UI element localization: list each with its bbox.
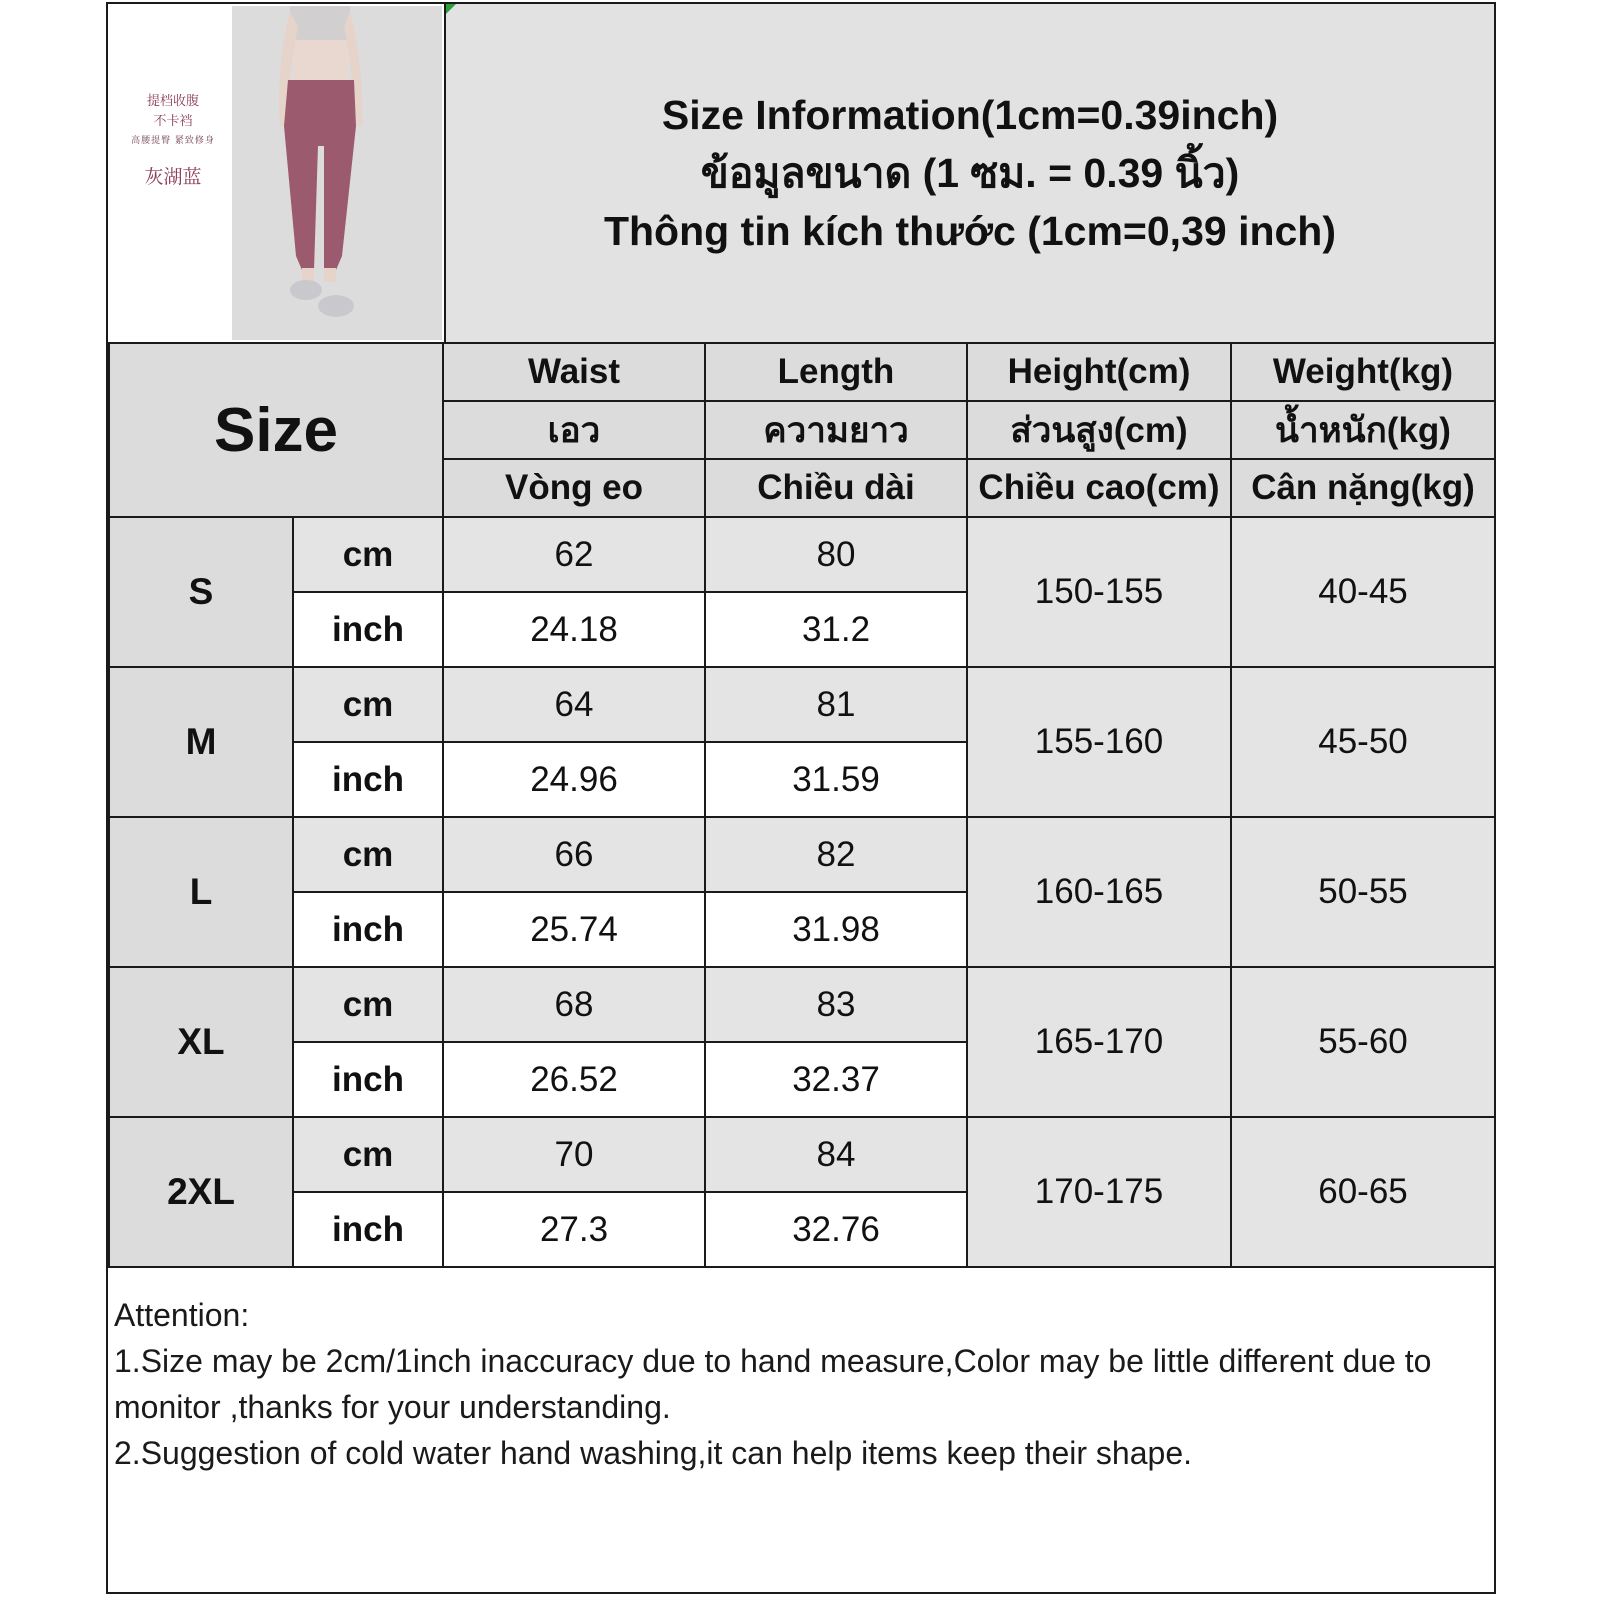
left-shoe bbox=[290, 280, 322, 300]
height-cell: 170-175 bbox=[967, 1117, 1231, 1267]
weight-cell: 50-55 bbox=[1231, 817, 1495, 967]
midriff bbox=[294, 40, 348, 80]
col-header-waist-en: Waist bbox=[443, 343, 705, 401]
unit-label: cm bbox=[293, 517, 443, 592]
corner-mark bbox=[446, 4, 456, 14]
weight-cell: 60-65 bbox=[1231, 1117, 1495, 1267]
length-cm-cell: 80 bbox=[705, 517, 967, 592]
table-row bbox=[109, 817, 1495, 892]
length-cm-cell: 82 bbox=[705, 817, 967, 892]
waist-inch-cell: 24.18 bbox=[443, 592, 705, 667]
table-row bbox=[109, 667, 1495, 742]
title-thai: ข้อมูลขนาด (1 ซม. = 0.39 นิ้ว) bbox=[700, 150, 1240, 196]
waist-cm-cell: 70 bbox=[443, 1117, 705, 1192]
weight-cell: 45-50 bbox=[1231, 667, 1495, 817]
col-header-length-en: Length bbox=[705, 343, 967, 401]
unit-label: inch bbox=[293, 742, 443, 817]
waist-cm-cell: 66 bbox=[443, 817, 705, 892]
length-inch-cell: 32.37 bbox=[705, 1042, 967, 1117]
col-header-weight-vi: Cân nặng(kg) bbox=[1231, 459, 1495, 517]
waist-cm-cell: 68 bbox=[443, 967, 705, 1042]
unit-label: cm bbox=[293, 817, 443, 892]
caption-line: 高腰提臀 紧致修身 bbox=[131, 136, 215, 146]
left-ankle bbox=[302, 268, 314, 282]
unit-label: inch bbox=[293, 1192, 443, 1267]
size-label: 2XL bbox=[109, 1117, 293, 1267]
attention-notes bbox=[114, 1292, 1494, 1476]
col-header-length-vi: Chiều dài bbox=[705, 459, 967, 517]
size-chart-header bbox=[108, 4, 1494, 344]
col-header-length-th: ความยาว bbox=[705, 401, 967, 459]
caption-line: 不卡裆 bbox=[153, 114, 193, 129]
weight-cell: 40-45 bbox=[1231, 517, 1495, 667]
length-inch-cell: 31.59 bbox=[705, 742, 967, 817]
table-row bbox=[109, 517, 1495, 592]
title-english: Size Information(1cm=0.39inch) bbox=[661, 92, 1279, 138]
waist-cm-cell: 64 bbox=[443, 667, 705, 742]
leggings bbox=[284, 80, 356, 270]
size-header: Size bbox=[109, 343, 443, 517]
height-cell: 150-155 bbox=[967, 517, 1231, 667]
waist-inch-cell: 24.96 bbox=[443, 742, 705, 817]
crop-top bbox=[290, 6, 350, 40]
color-name: 灰湖蓝 bbox=[144, 166, 202, 188]
photo-caption bbox=[128, 92, 218, 194]
unit-label: inch bbox=[293, 892, 443, 967]
size-table bbox=[108, 342, 1496, 1268]
waist-inch-cell: 26.52 bbox=[443, 1042, 705, 1117]
length-cm-cell: 84 bbox=[705, 1117, 967, 1192]
product-photo bbox=[108, 4, 446, 342]
col-header-weight-th: น้ำหนัก(kg) bbox=[1231, 401, 1495, 459]
size-label: S bbox=[109, 517, 293, 667]
unit-label: cm bbox=[293, 967, 443, 1042]
size-label: M bbox=[109, 667, 293, 817]
length-inch-cell: 32.76 bbox=[705, 1192, 967, 1267]
length-inch-cell: 31.2 bbox=[705, 592, 967, 667]
size-chart-sheet bbox=[106, 2, 1496, 1594]
note-item: 2.Suggestion of cold water hand washing,it can help items keep their shape. bbox=[114, 1435, 1192, 1471]
waist-cm-cell: 62 bbox=[443, 517, 705, 592]
size-label: L bbox=[109, 817, 293, 967]
legging-model-illustration bbox=[232, 6, 442, 340]
waist-inch-cell: 25.74 bbox=[443, 892, 705, 967]
unit-label: inch bbox=[293, 592, 443, 667]
col-header-height-en: Height(cm) bbox=[967, 343, 1231, 401]
caption-line: 提档收腹 bbox=[146, 94, 199, 109]
length-cm-cell: 83 bbox=[705, 967, 967, 1042]
title-vietnamese: Thông tin kích thước (1cm=0,39 inch) bbox=[603, 208, 1337, 254]
note-item: 1.Size may be 2cm/1inch inaccuracy due to hand measure,Color may be little different due to monitor ,thanks for your understanding. bbox=[114, 1343, 1432, 1425]
unit-label: cm bbox=[293, 667, 443, 742]
unit-label: cm bbox=[293, 1117, 443, 1192]
table-row bbox=[109, 1117, 1495, 1192]
height-cell: 155-160 bbox=[967, 667, 1231, 817]
col-header-waist-vi: Vòng eo bbox=[443, 459, 705, 517]
length-cm-cell: 81 bbox=[705, 667, 967, 742]
length-inch-cell: 31.98 bbox=[705, 892, 967, 967]
weight-cell: 55-60 bbox=[1231, 967, 1495, 1117]
col-header-height-th: ส่วนสูง(cm) bbox=[967, 401, 1231, 459]
photo-background bbox=[232, 6, 442, 340]
height-cell: 165-170 bbox=[967, 967, 1231, 1117]
right-ankle bbox=[324, 268, 336, 282]
col-header-weight-en: Weight(kg) bbox=[1231, 343, 1495, 401]
size-label: XL bbox=[109, 967, 293, 1117]
title-block bbox=[446, 4, 1494, 342]
table-row bbox=[109, 967, 1495, 1042]
notes-heading: Attention: bbox=[114, 1297, 250, 1333]
height-cell: 160-165 bbox=[967, 817, 1231, 967]
col-header-height-vi: Chiều cao(cm) bbox=[967, 459, 1231, 517]
waist-inch-cell: 27.3 bbox=[443, 1192, 705, 1267]
right-shoe bbox=[318, 295, 354, 317]
col-header-waist-th: เอว bbox=[443, 401, 705, 459]
unit-label: inch bbox=[293, 1042, 443, 1117]
